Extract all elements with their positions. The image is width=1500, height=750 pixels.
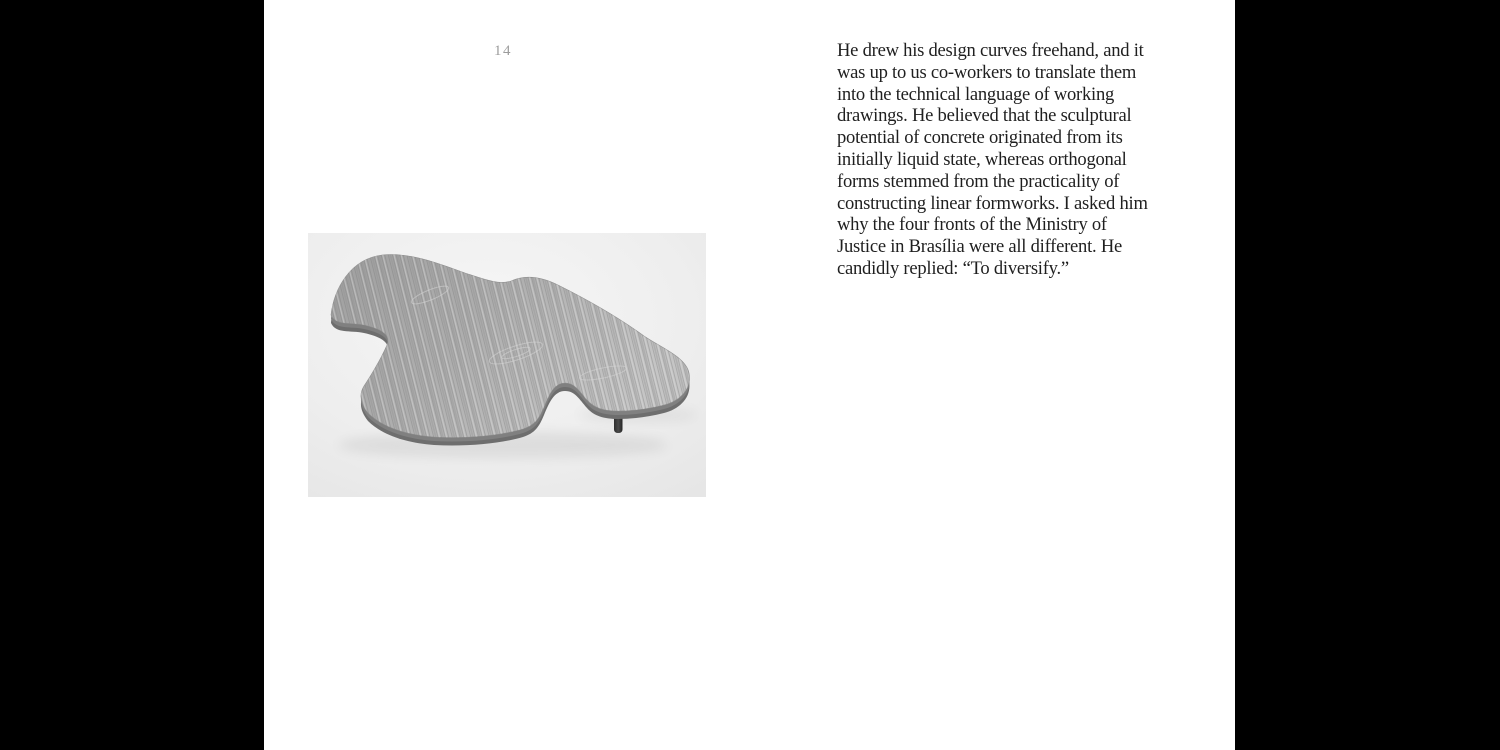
- book-spread: [264, 0, 1235, 750]
- text-line: constructing linear formworks. I asked him: [837, 192, 1148, 214]
- text-line: candidly replied: “To diversify.”: [837, 257, 1069, 279]
- text-line: was up to us co-workers to translate them: [837, 61, 1137, 83]
- text-line: Justice in Brasília were all different. He: [837, 236, 1123, 258]
- page-number: 14: [494, 43, 512, 59]
- table-photograph: [308, 233, 706, 497]
- text-line: into the technical language of working: [837, 83, 1115, 105]
- text-line: drawings. He believed that the sculptural: [837, 105, 1132, 127]
- text-line: He drew his design curves freehand, and it: [837, 40, 1144, 61]
- wooden-table-illustration: [308, 233, 706, 497]
- body-text: [837, 40, 1182, 280]
- text-line: forms stemmed from the practicality of: [837, 170, 1120, 192]
- text-line: potential of concrete originated from its: [837, 127, 1123, 149]
- text-line: initially liquid state, whereas orthogonal: [837, 148, 1127, 170]
- text-line: why the four fronts of the Ministry of: [837, 214, 1107, 236]
